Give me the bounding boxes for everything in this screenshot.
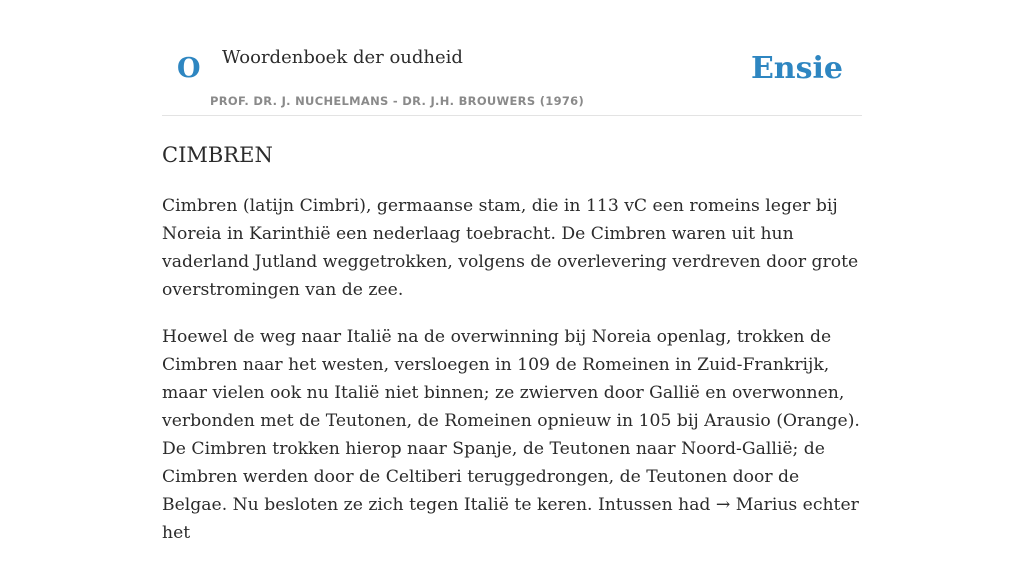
ensie-logo[interactable]: Ensie	[750, 51, 843, 86]
entry-body	[162, 192, 862, 566]
source-header	[162, 0, 862, 116]
entry-paragraph: Cimbren (latijn Cimbri), germaanse stam, die in 113 vC een romeins leger bij Noreia in Karinthië een nederlaag toebracht. De Cimbren waren uit hun vaderland Jutland weggetrokken, volgens de overlevering verdreven door grote overstromingen van de zee.	[162, 196, 859, 300]
book-letter-icon[interactable]: O	[177, 53, 201, 84]
entry-title: CIMBREN	[162, 143, 273, 167]
content-container	[162, 0, 862, 543]
entry-paragraph: Hoewel de weg naar Italië na de overwinning bij Noreia openlag, trokken de Cimbren naar het westen, versloegen in 109 de Romeinen in Zuid-Frankrijk, maar vielen ook nu Italië niet binnen; ze zwierven door Gallië en overwonnen, verbonden met de Teutonen, de Romeinen opnieuw in 105 bij Arausio (Orange). De Cimbren trokken hierop naar Spanje, de Teutonen naar Noord-Gallië; de Cimbren werden door de Celtiberi teruggedrongen, de Teutonen door de Belgae. Nu besloten ze zich tegen Italië te keren. Intussen had → Marius echter het	[162, 327, 860, 543]
book-title-link[interactable]: Woordenboek der oudheid	[222, 47, 463, 68]
book-authors: PROF. DR. J. NUCHELMANS - DR. J.H. BROUWERS (1976)	[210, 94, 585, 108]
